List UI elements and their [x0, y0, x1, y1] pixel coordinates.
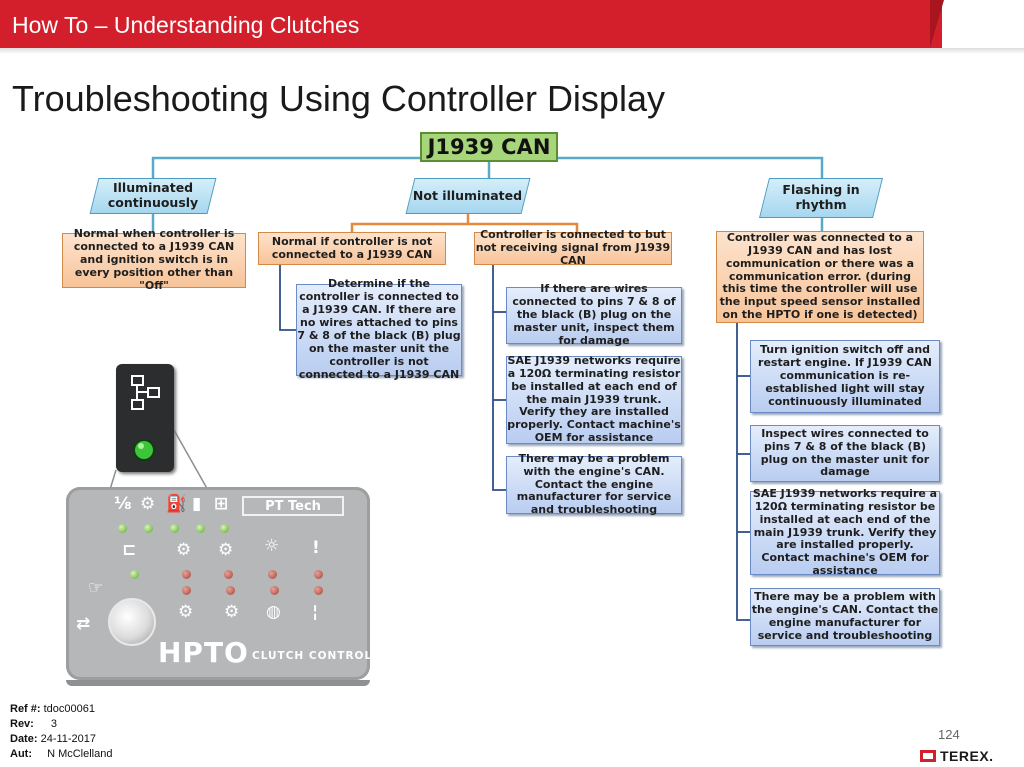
action-text: SAE J1939 networks require a 120Ω terminating resistor be installed at each end of the main J1939 trunk. Verify they are installed properly. Contact machine's OEM for assistance: [752, 486, 938, 578]
aut-line: [10, 748, 112, 760]
aut-value: N McClelland: [47, 748, 113, 760]
ref-line: [10, 703, 95, 715]
cause-normal-not-connected-text: Normal if controller is not connected to a J1939 CAN: [271, 234, 433, 261]
network-icon: [116, 364, 174, 472]
warning-icon: !: [312, 538, 320, 558]
terex-mark-icon: [920, 750, 936, 762]
date-line: [10, 733, 96, 745]
action-text: Inspect wires connected to pins 7 & 8 of the black (B) plug on the master unit for damage: [760, 426, 930, 479]
date-value: 24-11-2017: [40, 733, 97, 745]
ref-label: Ref #:: [10, 703, 41, 715]
can-display-closeup: [116, 364, 174, 472]
led-sensor: [314, 586, 323, 595]
toggle-icon: ⇄: [76, 614, 91, 634]
led-brake: [130, 570, 139, 579]
state-flashing-label: Flashing in rhythm: [782, 182, 860, 212]
connector-root-left: [153, 158, 420, 178]
battery-icon: ▮: [192, 494, 202, 514]
cause-normal-connected-text: Normal when controller is connected to a J1939 CAN and ignition switch is in every position other than "Off": [73, 227, 235, 292]
state-illuminated-label: Illuminated continuously: [107, 180, 199, 210]
action-lost-1: [750, 340, 940, 413]
action-lost-2: [750, 425, 940, 482]
led-fuel: [170, 524, 179, 533]
action-text: There may be a problem with the engine's CAN. Contact the engine manufacturer for service and troubleshooting: [751, 590, 939, 642]
led-gear-low: [182, 586, 191, 595]
aut-label: Aut:: [10, 748, 32, 760]
controller-panel-edge: [66, 680, 370, 686]
brake-icon: ⊏: [122, 540, 137, 560]
connector-no-signal-actions: [493, 265, 506, 490]
led-clutch: [118, 524, 127, 533]
connector-not-connected-action: [280, 265, 296, 330]
state-not-illuminated: [406, 178, 531, 214]
gear-speed-icon: ⚙: [224, 602, 240, 622]
action-lost-4: [750, 588, 940, 646]
action-no-signal-3: [506, 451, 682, 517]
pressure-icon: ◍: [266, 602, 281, 622]
terex-wordmark: TEREX.: [940, 748, 994, 764]
action-not-connected-1: [296, 277, 462, 381]
led-gear-speed: [226, 586, 235, 595]
cause-connected-no-signal: [474, 228, 672, 267]
rev-value: 3: [50, 718, 58, 730]
action-text: Turn ignition switch off and restart engine. If J1939 CAN communication is re-established light will stay continuously illuminated: [758, 343, 932, 408]
led-warning: [314, 570, 323, 579]
sensor-icon: ¦: [312, 602, 319, 622]
ref-value: tdoc00061: [43, 703, 96, 715]
led-network: [220, 524, 229, 533]
led-gear-warning: [224, 570, 233, 579]
network-icon: ⊞: [214, 494, 229, 514]
state-illuminated: [90, 178, 217, 214]
state-flashing: [759, 178, 883, 218]
action-text: There may be a problem with the engine's CAN. Contact the engine manufacturer for service and troubleshooting: [516, 451, 672, 517]
hpto-logo: HPTO: [158, 636, 249, 669]
action-no-signal-1: [506, 282, 682, 347]
clutch-icon: ⅛: [114, 494, 132, 514]
action-lost-3: [750, 486, 940, 578]
fuel-icon: ⛽: [166, 494, 188, 514]
root-label: J1939 CAN: [427, 134, 551, 159]
pt-tech-badge: [242, 496, 344, 516]
page-number: 124: [938, 727, 960, 742]
gear-low-icon: ⚙: [178, 602, 194, 622]
rev-line: [10, 718, 57, 730]
led-temperature: [268, 570, 277, 579]
rev-label: Rev:: [10, 718, 34, 730]
root-node: [420, 132, 558, 162]
cause-normal-connected: [62, 227, 246, 292]
cause-lost-communication-text: Controller was connected to a J1939 CAN and has lost communication or there was a communication error. (during this time the controller will use the input speed sensor installed on the HPTO if one is detected): [719, 230, 921, 322]
led-battery: [196, 524, 205, 533]
state-not-illuminated-label: Not illuminated: [413, 187, 523, 203]
action-text: If there are wires connected to pins 7 & 8 of the black (B) plug on the master unit, inspect them for damage: [512, 282, 676, 347]
connector-root-right: [558, 158, 822, 178]
hand-icon: ☞: [88, 578, 104, 598]
led-engine: [144, 524, 153, 533]
green-led-large: [134, 440, 154, 460]
led-gear: [182, 570, 191, 579]
engine-icon: ⚙: [140, 494, 156, 514]
action-text: Determine if the controller is connected to a J1939 CAN. If there are no wires attached to pins 7 & 8 of the black (B) plug on the master unit the controller is not connected to a J1939 CAN: [297, 277, 461, 381]
connector-not-illuminated-split: [352, 214, 468, 232]
header-title: How To – Understanding Clutches: [12, 12, 360, 38]
action-no-signal-2: [506, 353, 682, 445]
terex-logo: [920, 748, 994, 764]
cause-connected-no-signal-text: Controller is connected to but not receiving signal from J1939 CAN: [475, 228, 671, 267]
control-knob: [108, 598, 156, 646]
pt-tech-badge-text: PT Tech: [265, 498, 321, 514]
action-text: SAE J1939 networks require a 120Ω terminating resistor be installed at each end of the main J1939 trunk. Verify they are installed properly. Contact machine's OEM for assistance: [507, 353, 681, 445]
gear-warning-icon: ⚙: [218, 540, 234, 560]
connector-lost-actions: [737, 323, 750, 620]
gear-icon: ⚙: [176, 540, 192, 560]
page-title: Troubleshooting Using Controller Display: [12, 78, 665, 119]
cause-lost-communication: [716, 231, 924, 323]
date-label: Date:: [10, 733, 38, 745]
hpto-caption: CLUTCH CONTROLLER: [252, 650, 398, 662]
temperature-icon: ☼: [264, 536, 280, 556]
led-pressure: [270, 586, 279, 595]
cause-normal-not-connected: [258, 232, 446, 265]
